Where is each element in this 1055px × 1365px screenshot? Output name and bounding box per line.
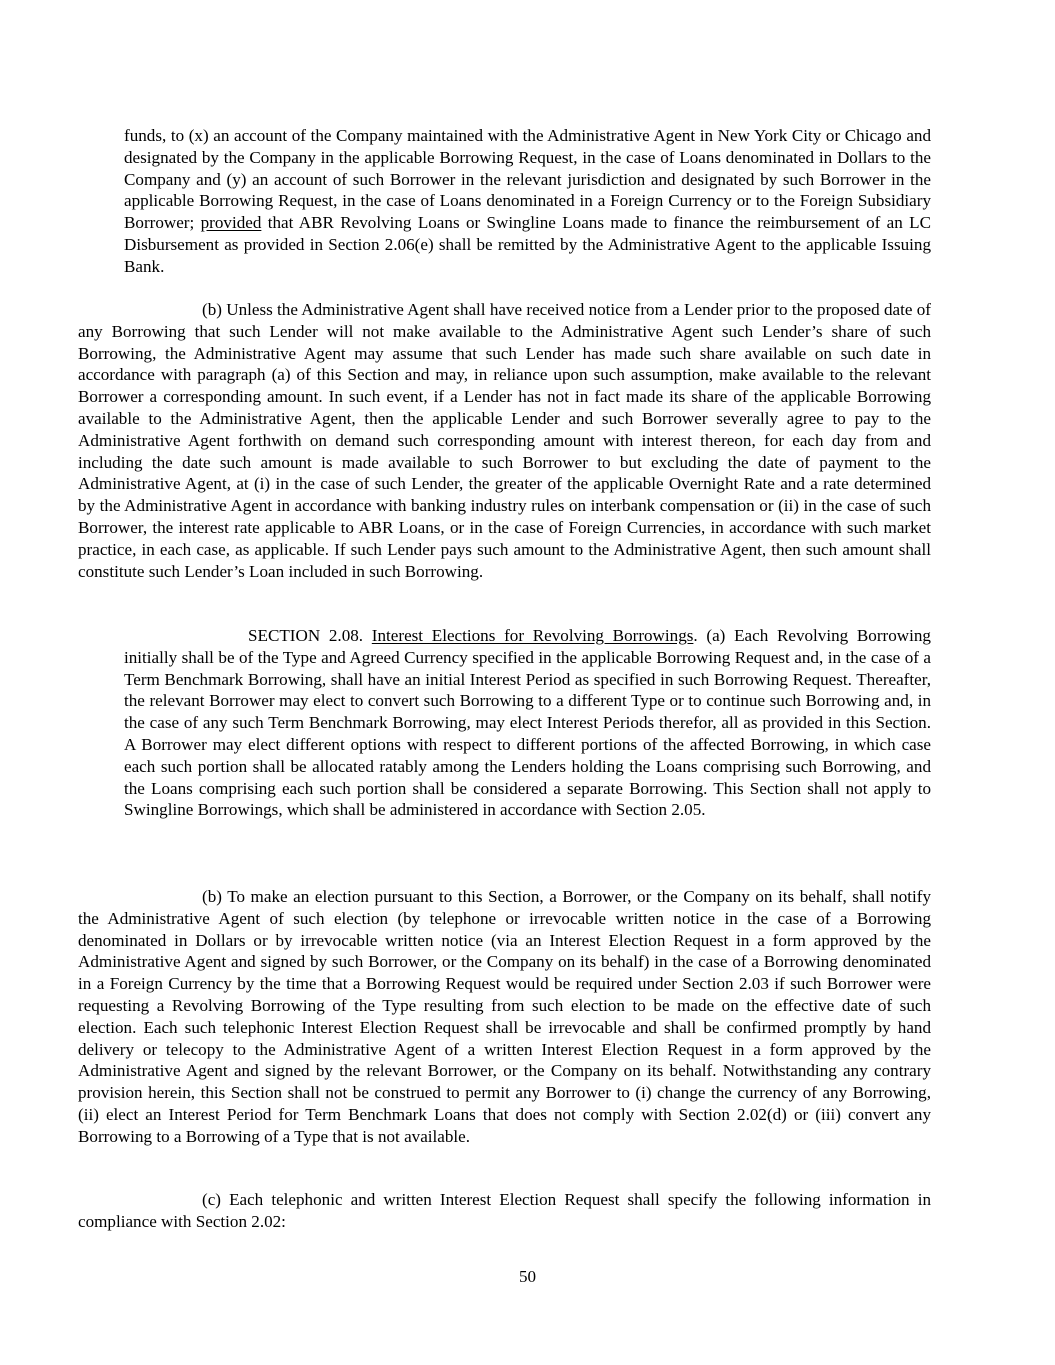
section-2-08-paragraph-c: (c) Each telephonic and written Interest Election Request shall specify the following information in compliance with Section 2.02: xyxy=(78,1190,931,1231)
paragraph-b-section-2-07: (b) Unless the Administrative Agent shall have received notice from a Lender prior to the proposed date of any Borrowing that such Lender will not make available to the Administrative Agent such Lender’s share of such Borrowing, the Administrative Agent may assume that such Lender has made such share available on such date in accordance with paragraph (a) of this Section and may, in reliance upon such assumption, make available to the relevant Borrower a corresponding amount. In such event, if a Lender has not in fact made its share of the applicable Borrowing available to the Administrative Agent, then the applicable Lender and such Borrower severally agree to pay to the Administrative Agent forthwith on demand such corresponding amount with interest thereon, for each day from and including the date such amount is made available to such Borrower to but excluding the date of payment to the Administrative Agent, at (i) in the case of such Lender, the greater of the applicable Overnight Rate and a rate determined by the Administrative Agent in accordance with banking industry rules on interbank compensation or (ii) in the case of such Borrower, the interest rate applicable to ABR Loans, or in the case of Foreign Currencies, in accordance with such market practice, in each case, as applicable. If such Lender pays such amount to the Administrative Agent, then such amount shall constitute such Lender’s Loan included in such Borrowing. xyxy=(78,300,931,581)
page-number: 50 xyxy=(518,1267,537,1286)
paragraph-a-text-before: funds, to (x) an account of the Company maintained with the Administrative Agent in New York City or Chicago and designated by the Company in the applicable Borrowing Request, in the case of Loans denominated in Dollars to the Company and (y) an account of such Borrower in the relevant jurisdiction and designated by such Borrower in the applicable Borrowing Request, in the case of Loans denominated in a Foreign Currency or to the Foreign Subsidiary Borrower; xyxy=(124,126,931,233)
section-2-08-paragraph-a xyxy=(124,625,931,821)
paragraph-a-continued xyxy=(124,125,931,278)
section-title: Interest Elections for Revolving Borrowings xyxy=(371,626,694,645)
section-title-period: . xyxy=(693,626,698,645)
provided-underlined-term: provided xyxy=(200,213,262,233)
paragraph-a-text-after: that ABR Revolving Loans or Swingline Loans made to finance the reimbursement of an LC Disbursement as provided in Section 2.06(e) shall be remitted by the Administrative Agent to the applicable Issuing Bank. xyxy=(124,213,931,276)
section-number: SECTION 2.08. xyxy=(248,626,364,645)
section-2-08-paragraph-b: (b) To make an election pursuant to this Section, a Borrower, or the Company on its behalf, shall notify the Administrative Agent of such election (by telephone or irrevocable written notice in the case of a Borrowing denominated in Dollars or by irrevocable written notice (via an Interest Election Request in a form approved by the Administrative Agent and signed by such Borrower, or the Company on its behalf) in the case of a Borrowing denominated in a Foreign Currency by the time that a Borrowing Request would be required under Section 2.03 if such Borrower were requesting a Revolving Borrowing of the Type resulting from such election to be made on the effective date of such election. Each such telephonic Interest Election Request shall be irrevocable and shall be confirmed promptly by hand delivery or telecopy to the Administrative Agent of a written Interest Election Request in a form approved by the Administrative Agent and signed by the relevant Borrower, or the Company on its behalf. Notwithstanding any contrary provision herein, this Section shall not be construed to permit any Borrower to (i) change the currency of any Borrowing, (ii) elect an Interest Period for Term Benchmark Loans that does not comply with Section 2.02(d) or (iii) convert any Borrowing to a Borrowing of a Type that is not available. xyxy=(78,887,931,1146)
section-2-08-a-text: (a) Each Revolving Borrowing initially shall be of the Type and Agreed Currency specified in the applicable Borrowing Request and, in the case of a Term Benchmark Borrowing, shall have an initial Interest Period as specified in such Borrowing Request. Thereafter, the relevant Borrower may elect to convert such Borrowing to a different Type or to continue such Borrowing and, in the case of any such Term Benchmark Borrowing, may elect Interest Periods therefor, all as provided in this Section. A Borrower may elect different options with respect to different portions of the affected Borrowing, in which case each such portion shall be allocated ratably among the Lenders holding the Loans comprising such Borrowing, and the Loans comprising each such portion shall be considered a separate Borrowing. This Section shall not apply to Swingline Borrowings, which shall be administered in accordance with Section 2.05. xyxy=(124,626,931,820)
